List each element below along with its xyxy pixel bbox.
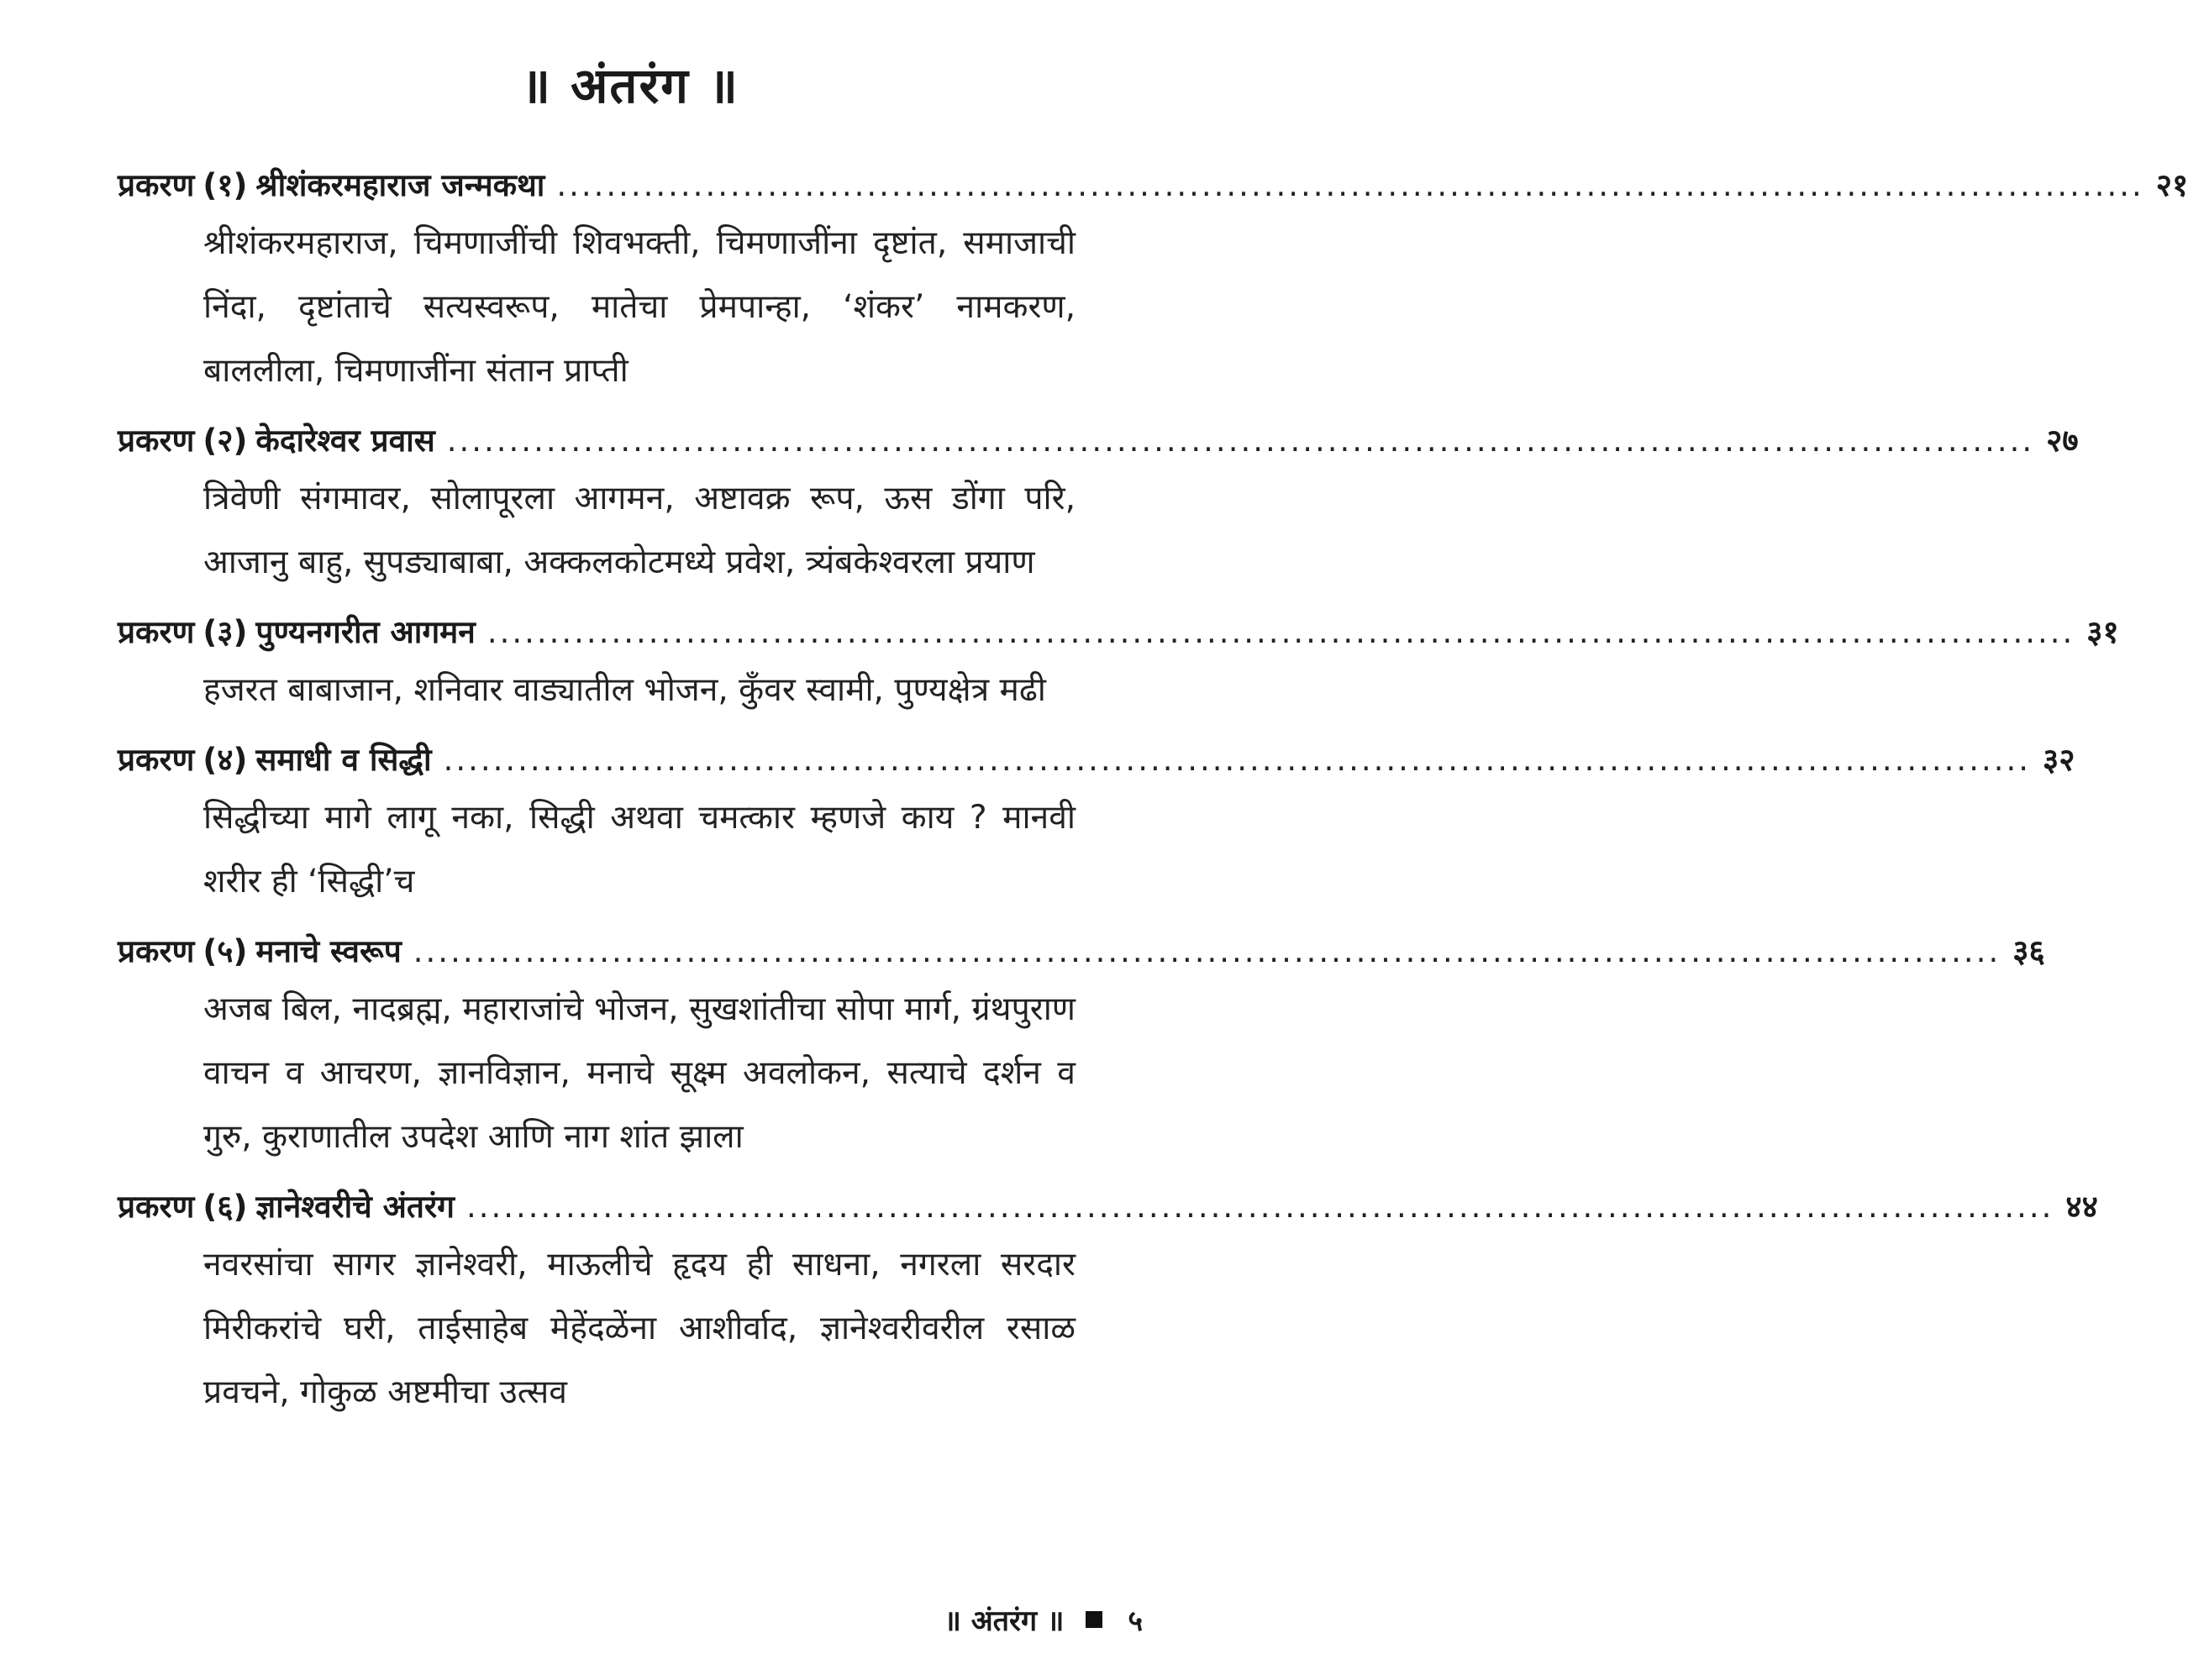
chapter-heading [118,1181,2098,1233]
dot-leader: ................................................................................................................................ [465,1189,2054,1225]
toc-entry [118,734,2075,914]
chapter-number: (२) [202,423,248,459]
chapter-name: मनाचे स्वरूप [255,933,402,969]
chapter-heading [118,606,2119,659]
chapter-heading [118,160,2188,212]
chapter-number: (१) [202,167,248,203]
chapter-heading [118,926,2045,978]
chapter-name: पुण्यनगरीत आगमन [255,614,476,650]
chapter-name: श्रीशंकरमहाराज जन्मकथा [255,167,545,203]
chapter-topics: सिद्धीच्या मागे लागू नका, सिद्धी अथवा चमत्कार म्हणजे काय ? मानवी शरीर ही ‘सिद्धी’च [203,799,1076,900]
toc-entry [118,160,2188,403]
chapter-topics: नवरसांचा सागर ज्ञानेश्वरी, माऊलीचे हृदय ही साधना, नगरला सरदार मिरीकरांचे घरी, ताईसाहेब मेहेंदळेंना आशीर्वाद, ज्ञानेश्वरीवरील रसाळ प्रवचने, गोकुळ अष्टमीचा उत्सव [203,1246,1076,1411]
footer-title: ॥ अंतरंग ॥ [944,1604,1065,1638]
chapter-name: ज्ञानेश्वरीचे अंतरंग [255,1189,455,1225]
chapter-page-number: ४४ [2065,1189,2098,1225]
chapter-label: प्रकरण [118,167,195,203]
chapter-page-number: ३१ [2086,614,2119,650]
footer-page-number: ५ [1128,1604,1143,1638]
chapter-topics: श्रीशंकरमहाराज, चिमणाजींची शिवभक्ती, चिमणाजींना दृष्टांत, समाजाची निंदा, दृष्टांताचे सत्यस्वरूप, मातेचा प्रेमपान्हा, ‘शंकर’ नामकरण, बाललीला, चिमणाजींना संतान प्राप्ती [203,224,1076,390]
chapter-label: प्रकरण [118,614,195,650]
chapter-topics: अजब बिल, नादब्रह्म, महाराजांचे भोजन, सुखशांतीचा सोपा मार्ग, ग्रंथपुराण वाचन व आचरण, ज्ञानविज्ञान, मनाचे सूक्ष्म अवलोकन, सत्याचे दर्शन व गुरु, कुराणातील उपदेश आणि नाग शांत झाला [203,990,1076,1156]
dot-leader: ................................................................................................................................ [556,167,2144,203]
chapter-label: प्रकरण [118,1189,195,1225]
chapter-topics: त्रिवेणी संगमावर, सोलापूरला आगमन, अष्टावक्र रूप, ऊस डोंगा परि, आजानु बाहु, सुपड्याबाबा, अक्कलकोटमध्ये प्रवेश, त्र्यंबकेश्वरला प्रयाण [203,480,1076,581]
chapter-label: प्रकरण [118,423,195,459]
dot-leader: ................................................................................................................................ [446,423,2035,459]
toc-entry [118,415,2079,595]
table-of-contents [118,160,2188,1436]
toc-entry [118,926,2045,1169]
dot-leader: ................................................................................................................................ [443,742,2031,778]
dot-leader: ................................................................................................................................ [487,614,2075,650]
chapter-page-number: ३२ [2043,742,2075,778]
chapter-number: (३) [202,614,248,650]
chapter-page-number: २७ [2046,423,2079,459]
chapter-name: केदारेश्वर प्रवास [255,423,435,459]
chapter-label: प्रकरण [118,742,195,778]
chapter-heading [118,415,2079,467]
square-bullet-icon [1086,1611,1102,1628]
page-title: ॥ अंतरंग ॥ [521,57,739,114]
chapter-number: (४) [202,742,248,778]
toc-entry [118,1181,2098,1425]
chapter-page-number: २१ [2155,167,2188,203]
chapter-topics: हजरत बाबाजान, शनिवार वाड्यातील भोजन, कुँवर स्वामी, पुण्यक्षेत्र मढी [203,671,1046,709]
chapter-number: (६) [202,1189,248,1225]
chapter-heading [118,734,2075,786]
chapter-label: प्रकरण [118,933,195,969]
chapter-page-number: ३६ [2012,933,2045,969]
chapter-number: (५) [202,933,248,969]
page-footer [944,1600,1144,1639]
chapter-name: समाधी व सिद्धी [255,742,432,778]
dot-leader: ................................................................................................................................ [413,933,2001,969]
toc-entry [118,606,2119,722]
